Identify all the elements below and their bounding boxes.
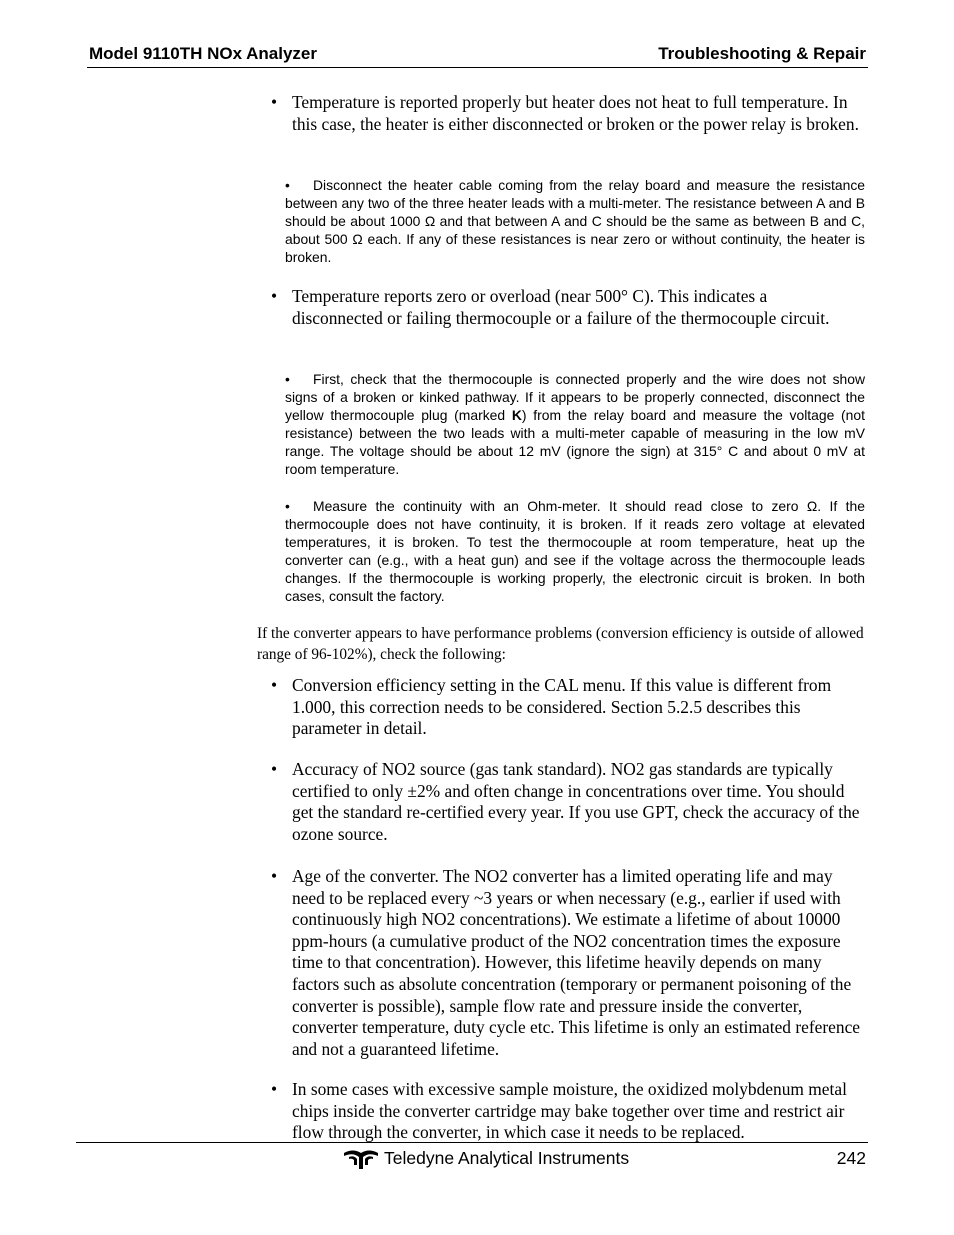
footer-rule [76,1142,868,1143]
bullet-icon: • [271,92,278,112]
bullet-converter-age: • Age of the converter. The NO2 converter has a limited operating life and may need to be replaced every ~3 years or when necessary (e.g., earlier if used with continuously high NO2 concentrations). We estimate a lifetime of about 10000 ppm-hours (a cumulative product of the NO2 concentration times the exposure time to that concentration). However, this lifetime heavily depends on many factors such as absolute concentration (temporary or permanent poisoning of the converter is possible), sample flow rate and pressure inside the converter, converter temperature, duty cycle etc. This lifetime is only an estimated reference and not a guaranteed lifetime. [271,866,861,1059]
footer-company [344,1148,629,1169]
sub-bullet-continuity-test: • Measure the continuity with an Ohm-meter. It should read close to zero Ω. If the thermocouple does not have continuity, it is broken. If it reads zero voltage at elevated temperatures, it is broken. To test the thermocouple at room temperature, heat up the converter can (e.g., with a heat gun) and see if the voltage across the thermocouple leads changes. If the thermocouple is working properly, the electronic circuit is broken. In both cases, consult the factory. [285,498,865,604]
header-section-title: Troubleshooting & Repair [658,44,866,63]
teledyne-logo-icon [344,1149,378,1169]
bullet-icon: • [271,286,278,306]
bullet-conversion-efficiency: • Conversion efficiency setting in the CAL menu. If this value is different from 1.000, this correction needs to be considered. Section 5.2.5 describes this parameter in detail. [271,675,832,739]
bullet-icon: • [271,759,278,779]
bullet-sample-moisture: • In some cases with excessive sample moisture, the oxidized molybdenum metal chips inside the converter cartridge may bake together over time and restrict air flow through the converter, in which case it needs to be replaced. [271,1079,847,1143]
bullet-heater-not-heating: • Temperature is reported properly but heater does not heat to full temperature. In this case, the heater is either disconnected or broken or the power relay is broken. [271,92,859,134]
sub-bullet-heater-resistance: • Disconnect the heater cable coming from the relay board and measure the resistance between any two of the three heater leads with a multi-meter. The resistance between A and B should be about 1000 Ω and that between A and C should be the same as between B and C, about 500 Ω each. If any of these resistances is near zero or without continuity, the heater is broken. [285,177,865,265]
page-number: 242 [836,1148,866,1168]
bullet-icon: • [285,177,290,193]
bullet-icon: • [271,1079,278,1099]
paragraph-performance-problems: If the converter appears to have performance problems (conversion efficiency is outside of allowed range of 96-102%), check the following: [257,625,864,663]
bullet-icon: • [271,675,278,695]
bullet-icon: • [285,371,290,387]
sub-bullet-thermocouple-check: • First, check that the thermocouple is connected properly and the wire does not show signs of a broken or kinked pathway. If it appears to be properly connected, disconnect the yellow thermocouple plug (marked K) from the relay board and measure the voltage (not resistance) between the two leads with a multi-meter capable of measuring in the low mV range. The voltage should be about 12 mV (ignore the sign) at 315° C and about 0 mV at room temperature. [285,371,865,477]
header-model-title: Model 9110TH NOx Analyzer [89,44,318,63]
footer-company-name: Teledyne Analytical Instruments [384,1148,630,1168]
bullet-temperature-zero-overload: • Temperature reports zero or overload (near 500° C). This indicates a disconnected or failing thermocouple or a failure of the thermocouple circuit. [271,286,830,328]
header-rule [87,67,868,68]
bullet-icon: • [285,498,290,514]
bullet-icon: • [271,866,278,886]
bullet-no2-source-accuracy: • Accuracy of NO2 source (gas tank standard). NO2 gas standards are typically certified to only ±2% and often change in concentrations over time. You should get the standard re-certified every year. If you use GPT, check the accuracy of the ozone source. [271,759,860,844]
